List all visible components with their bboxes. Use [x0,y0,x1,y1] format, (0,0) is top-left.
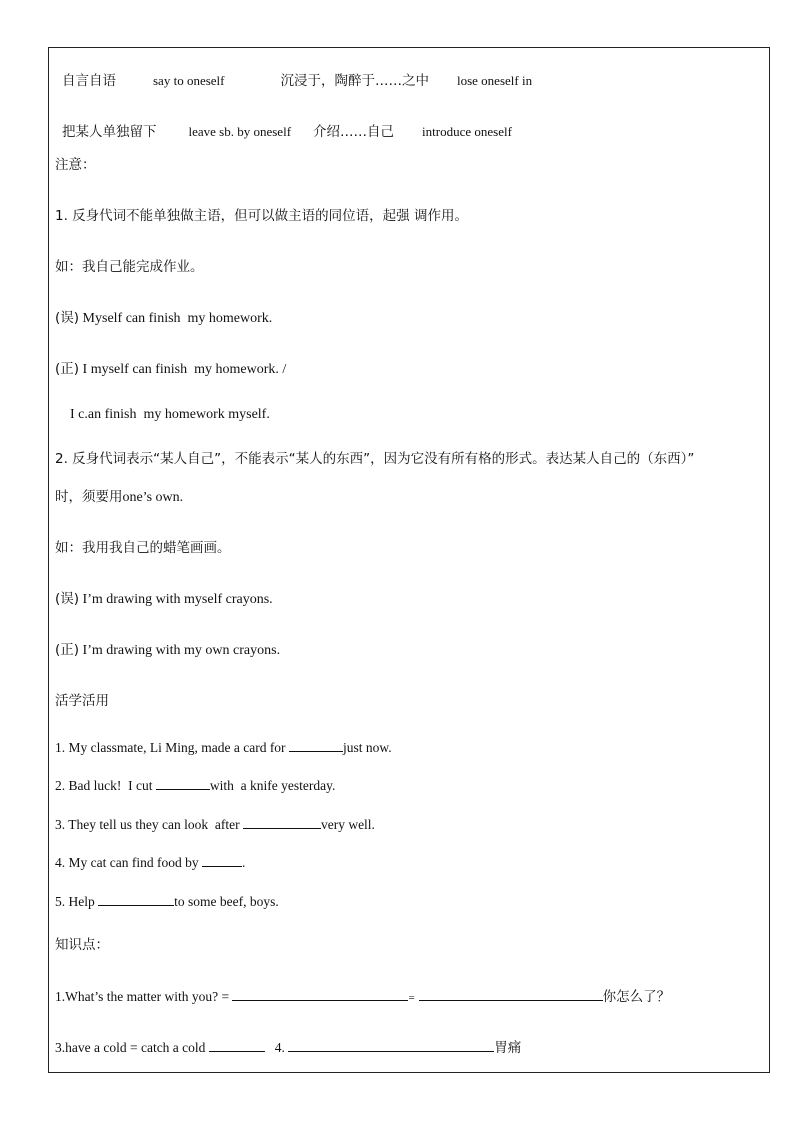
knowledge-point-3: 3.have a cold = catch a cold 4. 胃痛 [55,1040,522,1056]
vocab-cn-3: 把某人单独留下 [62,124,157,140]
vocab-cn-2: 沉浸于，陶醉于……之中 [280,73,429,89]
vocab-row-2 [55,105,512,142]
answer-blank[interactable] [209,1038,265,1052]
wrong-tag: (误) [55,591,80,607]
example-2-wrong [55,590,273,609]
vocab-cn-4: 介绍……自己 [313,124,395,140]
example-1-alternative: I c.an finish my homework myself. [70,407,270,422]
vocab-en-1: say to oneself [153,73,225,88]
right-sentence: I’m drawing with my own crayons. [79,643,281,658]
practice-heading: 活学活用 [55,693,109,709]
practice-question-4: 4. My cat can find food by . [55,855,246,870]
practice-question-1: 1. My classmate, Li Ming, made a card for just now. [55,740,392,755]
notes-heading: 注意： [55,157,96,173]
practice-question-5: 5. Help to some beef, boys. [55,894,279,909]
answer-blank[interactable] [419,987,603,1001]
answer-blank[interactable] [243,815,321,829]
note-point-1: 1. 反身代词不能单独做主语，但可以做主语的同位语，起强 调作用。 [55,208,468,224]
note-point-2: 2. 反身代词表示“某人自己”，不能表示“某人的东西”，因为它没有所有格的形式。表达某人自己的（东西）” [55,451,695,467]
right-tag: (正) [55,642,80,658]
answer-blank[interactable] [232,987,408,1001]
example-2-chinese: 如：我用我自己的蜡笔画画。 [55,540,231,556]
example-2-right [55,641,280,660]
answer-blank[interactable] [202,853,242,867]
answer-blank[interactable] [288,1038,494,1052]
note-point-2-continued: 时，须要用one’s own. [55,489,184,505]
practice-question-3: 3. They tell us they can look after very well. [55,817,375,832]
knowledge-point-1: 1.What’s the matter with you? = = 你怎么了？ [55,989,671,1005]
vocab-en-2: lose oneself in [456,73,533,88]
vocab-en-4: introduce oneself [422,124,512,139]
example-1-chinese: 如：我自己能完成作业。 [55,259,204,275]
knowledge-heading: 知识点： [55,937,109,953]
wrong-sentence: I’m drawing with myself crayons. [79,592,273,607]
vocab-row-1 [55,54,532,91]
example-1-wrong [55,309,272,328]
right-sentence: I myself can finish my homework. / [79,362,287,377]
answer-blank[interactable] [156,776,210,790]
wrong-tag: (误) [55,310,80,326]
example-1-right [55,360,286,379]
vocab-en-3: leave sb. by oneself [188,124,292,139]
answer-blank[interactable] [98,892,174,906]
right-tag: (正) [55,361,80,377]
worksheet-frame [48,47,770,1073]
vocab-cn-1: 自言自语 [62,73,116,89]
practice-question-2: 2. Bad luck! I cut with a knife yesterday. [55,778,336,793]
answer-blank[interactable] [289,738,343,752]
wrong-sentence: Myself can finish my homework. [79,311,273,326]
